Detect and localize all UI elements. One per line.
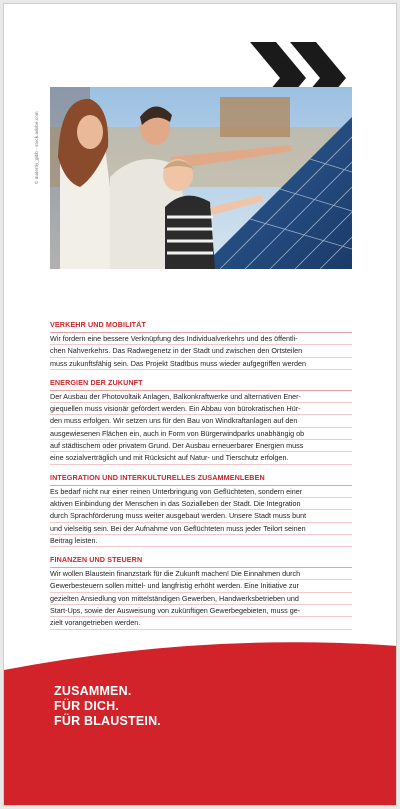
photo-credit: © malertiy_gibb - stock.adobe.com xyxy=(34,111,39,184)
body-line: Es bedarf nicht nur einer reinen Unterbringung von Geflüchteten, sondern einer xyxy=(50,486,352,498)
body-line: Wir fordern eine bessere Verknüpfung des Individualverkehrs und des öffentli- xyxy=(50,333,352,345)
section-verkehr xyxy=(50,320,352,370)
body-line: gezielten Ansiedlung von mittelständigen Gewerben, Handwerksbetrieben und xyxy=(50,593,352,605)
section-heading: VERKEHR UND MOBILITÄT xyxy=(50,320,352,333)
section-body xyxy=(50,333,352,370)
body-line: Gewerbesteuern sollen mittel- und langfristig erhöht werden. Eine Initiative zur xyxy=(50,580,352,592)
body-line: zielt vorangetrieben werden. xyxy=(50,617,352,629)
section-body xyxy=(50,391,352,465)
body-line: Start-Ups, sowie der Ausweisung von zukünftigen Gewerbegebieten, muss ge- xyxy=(50,605,352,617)
slogan-line: FÜR BLAUSTEIN. xyxy=(54,714,161,728)
body-line: ausgewiesenen Flächen ein, auch in Form von Bürgerwindparks unabhängig ob xyxy=(50,428,352,440)
body-line: Wir wollen Blaustein finanzstark für die Zukunft machen! Die Einnahmen durch xyxy=(50,568,352,580)
body-line: aktiven Einbindung der Menschen in das Sozialleben der Stadt. Die Integration xyxy=(50,498,352,510)
content-sections xyxy=(50,320,352,638)
section-heading: INTEGRATION UND INTERKULTURELLES ZUSAMMENLEBEN xyxy=(50,473,352,486)
slogan-line: FÜR DICH. xyxy=(54,699,119,713)
body-line: den muss erfolgen. Wir setzen uns für den Bau von Windkraftanlagen auf den xyxy=(50,415,352,427)
family-solar-panel-photo xyxy=(50,87,352,269)
section-energien xyxy=(50,378,352,465)
body-line: eine sozialverträglich und mit Rücksicht auf Natur- und Tierschutz erfolgen. xyxy=(50,452,352,464)
flyer-page xyxy=(3,3,397,806)
section-finanzen xyxy=(50,555,352,629)
slogan-line: ZUSAMMEN. xyxy=(54,684,132,698)
section-heading: ENERGIEN DER ZUKUNFT xyxy=(50,378,352,391)
body-line: Beitrag leisten. xyxy=(50,535,352,547)
body-line: durch Sprachförderung muss weiter ausgebaut werden. Unsere Stadt muss bunt xyxy=(50,510,352,522)
body-line: Der Ausbau der Photovoltaik Anlagen, Balkonkraftwerke und alternativen Ener- xyxy=(50,391,352,403)
section-integration xyxy=(50,473,352,547)
body-line: chen Nahverkehrs. Das Radwegenetz in der Stadt und zwischen den Ortsteilen xyxy=(50,345,352,357)
section-body xyxy=(50,568,352,629)
body-line: auf städtischem oder privatem Grund. Der Ausbau erneuerbarer Energien muss xyxy=(50,440,352,452)
slogan xyxy=(54,684,161,729)
body-line: giequellen muss visionär gefördert werden. Ein Abbau von bürokratischen Hür- xyxy=(50,403,352,415)
section-body xyxy=(50,486,352,547)
body-line: und vielseitig sein. Bei der Aufnahme von Geflüchteten muss jeder Teilort seinen xyxy=(50,523,352,535)
body-line: muss zukunftsfähig sein. Das Projekt Stadtbus muss wieder aufgegriffen werden xyxy=(50,358,352,370)
section-heading: FINANZEN UND STEUERN xyxy=(50,555,352,568)
